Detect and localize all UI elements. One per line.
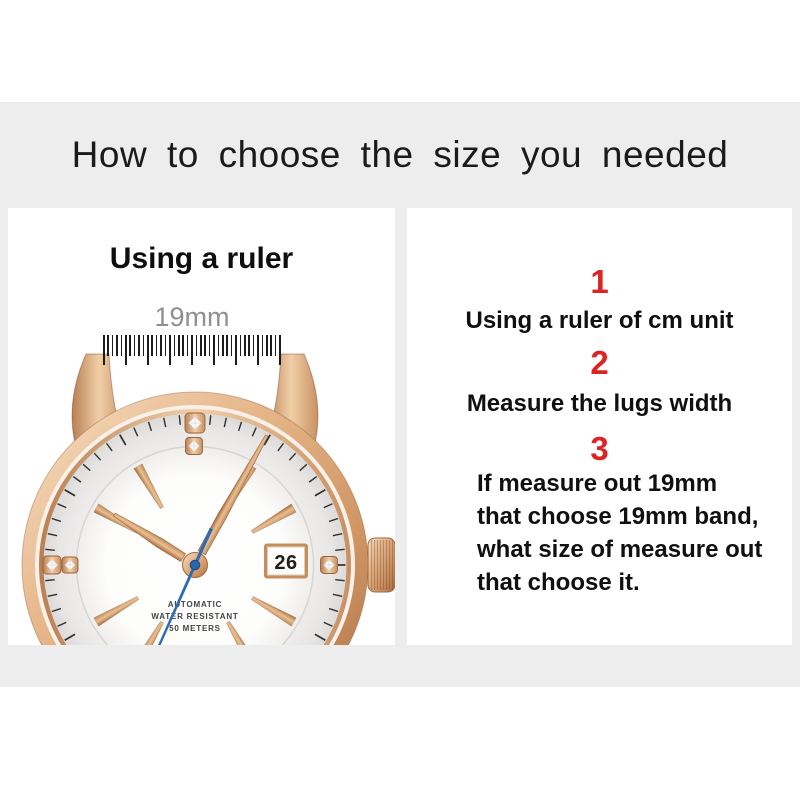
lug-width-label: 19mm bbox=[154, 302, 230, 332]
ruler-tick bbox=[156, 335, 158, 356]
ruler-tick bbox=[125, 335, 127, 365]
step-number-2: 2 bbox=[590, 344, 609, 381]
ruler-tick bbox=[143, 335, 145, 356]
ruler-tick bbox=[103, 335, 105, 365]
ruler-tick bbox=[218, 335, 220, 356]
ruler-tick bbox=[200, 335, 202, 356]
ruler-tick bbox=[129, 335, 131, 356]
ruler-tick bbox=[147, 335, 149, 365]
step-number-1: 1 bbox=[590, 263, 609, 300]
right-panel-instructions bbox=[407, 208, 792, 645]
ruler-tick bbox=[209, 335, 211, 356]
ruler-tick bbox=[134, 335, 136, 356]
ruler-tick bbox=[151, 335, 153, 356]
ruler-tick bbox=[240, 335, 242, 356]
ruler-tick bbox=[182, 335, 184, 356]
step-text-1: Using a ruler of cm unit bbox=[465, 307, 734, 334]
ruler-tick bbox=[187, 335, 189, 356]
step-text-3 bbox=[477, 467, 762, 599]
ruler-tick bbox=[191, 335, 193, 365]
ruler-tick bbox=[121, 335, 123, 356]
ruler-tick bbox=[262, 335, 264, 356]
ruler-tick bbox=[222, 335, 224, 356]
ruler-tick bbox=[112, 335, 114, 356]
minute-tick bbox=[335, 549, 344, 550]
step3-line4: that choose it. bbox=[477, 569, 640, 596]
minute-tick bbox=[210, 415, 211, 424]
ruler-tick bbox=[235, 335, 237, 365]
diamond-marker bbox=[185, 413, 205, 433]
page-title: How to choose the size you needed bbox=[71, 134, 729, 175]
step-text-2: Measure the lugs width bbox=[466, 390, 733, 417]
second-hand-cap bbox=[190, 560, 200, 570]
ruler-tick bbox=[165, 335, 167, 356]
ruler-tick bbox=[196, 335, 198, 356]
date-window bbox=[266, 545, 307, 577]
step3-line1: If measure out 19mm bbox=[477, 470, 718, 497]
diamond-marker bbox=[43, 556, 61, 574]
dial-text-line2: WATER RESISTANT bbox=[151, 612, 239, 621]
minute-tick bbox=[45, 549, 54, 550]
minute-tick bbox=[335, 580, 344, 581]
ruler-tick bbox=[116, 335, 118, 356]
ruler-tick bbox=[169, 335, 171, 365]
ruler-tick bbox=[279, 335, 281, 365]
date-value: 26 bbox=[274, 552, 298, 574]
ruler-tick bbox=[204, 335, 206, 356]
ruler-tick bbox=[248, 335, 250, 356]
ruler-tick bbox=[213, 335, 215, 365]
ruler-tick bbox=[160, 335, 162, 356]
diamond-marker bbox=[186, 438, 203, 455]
ruler-graphic bbox=[103, 335, 281, 366]
ruler-tick bbox=[174, 335, 176, 356]
ruler-tick bbox=[226, 335, 228, 356]
ruler-tick bbox=[270, 335, 272, 356]
minute-tick bbox=[45, 580, 54, 581]
step-number-3: 3 bbox=[590, 430, 609, 467]
step3-line2: that choose 19mm band, bbox=[477, 503, 759, 530]
left-panel-heading: Using a ruler bbox=[109, 242, 294, 275]
ruler-tick bbox=[138, 335, 140, 356]
step3-line3: what size of measure out bbox=[477, 536, 763, 563]
diamond-marker bbox=[62, 557, 78, 573]
dial-text-line3: 50 METERS bbox=[169, 624, 221, 633]
ruler-tick bbox=[107, 335, 109, 356]
ruler-tick bbox=[231, 335, 233, 356]
left-panel-ruler-demo bbox=[8, 208, 395, 645]
ruler-tick bbox=[253, 335, 255, 356]
ruler-tick bbox=[257, 335, 259, 365]
ruler-tick bbox=[178, 335, 180, 356]
ruler-tick bbox=[244, 335, 246, 356]
diamond-marker bbox=[321, 557, 338, 574]
ruler-tick bbox=[275, 335, 277, 356]
dial-text-line1: AUTOMATIC bbox=[167, 600, 223, 609]
minute-tick bbox=[179, 415, 180, 424]
ruler-tick bbox=[266, 335, 268, 356]
